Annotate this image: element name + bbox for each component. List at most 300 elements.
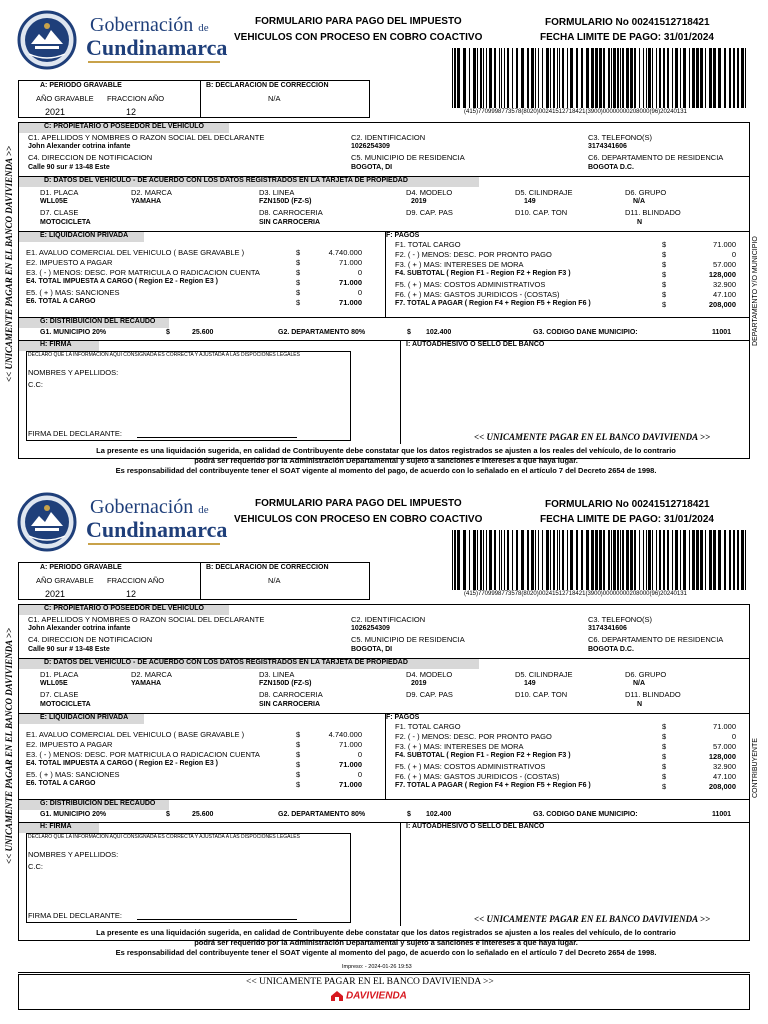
barcode-bar [611,530,612,590]
barcode-bar [656,48,657,108]
barcode-bar [538,48,539,108]
owner-phone: 3174341606 [588,625,627,632]
barcode-bar [680,48,681,108]
barcode-bar [504,48,505,108]
barcode-bar [729,48,731,108]
barcode-bar [643,530,644,590]
owner-address-label: C4. DIRECCION DE NOTIFICACION [28,153,153,162]
brand-value: YAMAHA [131,680,162,687]
barcode-bar [646,48,647,108]
barcode-bar [646,530,647,590]
fraction-label: FRACCION AÑO [107,576,165,585]
cundinamarca-seal-icon [17,492,77,552]
barcode-bar [622,48,624,108]
barcode-bar [608,48,610,108]
owner-municipality-label: C5. MUNICIPIO DE RESIDENCIA [351,153,465,162]
owner-department-label: C6. DEPARTAMENTO DE RESIDENCIA [588,153,724,162]
barcode-bar [737,530,739,590]
payments-row-value: 0 [731,732,736,741]
footer-bank-note: << UNICAMENTE PAGAR EN EL BANCO DAVIVIENDA >> [246,977,494,987]
owner-section-title: C: PROPIETARIO O POSEEDOR DEL VEHICULO [44,123,204,130]
barcode-bar [663,530,665,590]
barcode-bar [733,530,735,590]
barcode-bar [652,530,653,590]
logo-gold-rule [88,61,220,63]
payments-row-currency: $ [662,732,667,741]
barcode-bar [512,530,513,590]
barcode-bar [745,530,746,590]
liquidation-row-currency: $ [296,730,301,739]
signature-section-title: H: FIRMA [40,341,72,348]
payments-row-currency: $ [662,782,667,791]
distribution-section-title: G: DISTRIBUICION DEL RECAUDO [40,318,156,325]
liquidation-section-title: E: LIQUIDACION PRIVADA [40,232,129,239]
group-value: N/A [633,198,646,205]
barcode-bar [683,48,686,108]
payments-row-currency: $ [662,752,667,761]
payments-row-label: F6. ( + ) MAS: GASTOS JURIDICOS - (COSTAS) [395,290,560,299]
barcode-bar [692,530,695,590]
owner-address: Calle 90 sur # 13-48 Este [28,164,110,171]
barcode-bar [705,48,706,108]
dane-label: G3. CODIGO DANE MUNICIPIO: [533,811,638,818]
plate-label: D1. PLACA [40,188,79,197]
barcode [450,48,750,108]
liquidation-row-label: E3. ( - ) MENOS: DESC. POR MATRICULA O RADICACION CUENTA [26,750,260,759]
barcode-bar [546,530,549,590]
sign-label: FIRMA DEL DECLARANTE: [28,429,122,438]
payments-row-value: 128,000 [708,270,736,279]
side-department-label: DEPARTAMENTO Y/O MUNICIPIO [752,236,759,346]
barcode-bar [672,530,673,590]
liquidation-row-currency: $ [296,750,301,759]
owner-name-label: C1. APELLIDOS Y NOMBRES O RAZON SOCIAL DEL DECLARANTE [28,133,265,142]
payments-row-value: 71.000 [713,722,736,731]
payments-row-value: 71.000 [713,240,736,249]
payments-row-value: 0 [731,250,736,259]
payments-row-currency: $ [662,270,667,279]
class-label: D7. CLASE [40,208,79,217]
year-value: 2021 [45,107,66,117]
barcode-bar [550,530,551,590]
barcode-bar [586,48,589,108]
liquidation-row-value: 4.740.000 [328,248,362,257]
liquidation-row-value: 0 [357,268,362,277]
barcode-bar [648,530,651,590]
liquidation-row-currency: $ [296,760,301,769]
liquidation-row-value: 71.000 [339,258,362,267]
cc-value: 149 [524,198,536,205]
year-value: 2021 [45,589,66,599]
correction-value: N/A [268,94,281,103]
barcode-bar [570,530,573,590]
municipality-share-currency: $ [166,811,170,818]
legal-note-line2: podrá ser requerido por la Administración Departamental y sujeto a sanciones e intereses a que haya lugar. [194,938,578,947]
correction-section-title: B: DECLARACION DE CORRECCION [206,564,329,571]
barcode-bar [620,530,621,590]
cc-label: D5. CILINDRAJE [515,670,573,679]
ton-label: D10. CAP. TON [515,690,568,699]
barcode-bar [469,48,470,108]
barcode-bar [663,48,665,108]
logo-gobernacion-text [90,14,209,37]
barcode-bar [527,530,529,590]
form-title-line2: VEHICULOS CON PROCESO EN COBRO COACTIVO [234,514,483,525]
barcode-bar [713,530,716,590]
barcode-bar [696,530,699,590]
barcode-bar [611,48,612,108]
barcode-bar [617,48,619,108]
form-number: FORMULARIO No 00241512718421 [545,499,710,510]
bank-pay-note: << UNICAMENTE PAGAR EN EL BANCO DAVIVIENDA >> [474,432,711,442]
payments-row-label: F1. TOTAL CARGO [395,240,461,249]
payments-row-label: F1. TOTAL CARGO [395,722,461,731]
barcode-bar [499,48,500,108]
liquidation-row-currency: $ [296,278,301,287]
barcode-bar [477,530,478,590]
barcode-bar [516,48,518,108]
barcode-bar [639,48,640,108]
liquidation-row-label: E1. AVALUO COMERCIAL DEL VEHICULO ( BASE GRAVABLE ) [26,730,245,739]
logo-line1: Gobernación [90,14,194,36]
liquidation-row-currency: $ [296,268,301,277]
barcode-bar [659,48,661,108]
payments-row-currency: $ [662,260,667,269]
payments-row-label: F6. ( + ) MAS: GASTOS JURIDICOS - (COSTAS) [395,772,560,781]
payments-row-currency: $ [662,290,667,299]
liquidation-row-value: 71.000 [339,760,362,769]
correction-value: N/A [268,576,281,585]
cc-sign-label: C.C: [28,862,43,871]
barcode-text: (415)7709998773578(8020)00241512718421(3900)00000000208000(96)20240131 [464,109,687,115]
armor-value: N [637,701,643,708]
liquidation-row-value: 71.000 [339,298,362,307]
liquidation-row-label: E6. TOTAL A CARGO [26,780,96,787]
payments-row-value: 208,000 [708,782,736,791]
payments-row-value: 57.000 [713,260,736,269]
model-value: 2019 [411,198,427,205]
owner-section-title: C: PROPIETARIO O POSEEDOR DEL VEHICULO [44,605,204,612]
municipality-share-currency: $ [166,329,170,336]
logo-cundinamarca-text: Cundinamarca [86,35,228,60]
barcode-bar [562,530,564,590]
vehicle-section-title: D: DATOS DEL VEHICULO - DE ACUERDO CON LOS DATOS REGISTRADOS EN LA TARJETA DE PROPIEDAD [44,177,408,184]
barcode-bar [680,530,681,590]
payments-row-currency: $ [662,722,667,731]
barcode-bar [473,530,476,590]
owner-phone-label: C3. TELEFONO(S) [588,133,653,142]
payments-row-label: F2. ( - ) MENOS: DESC. POR PRONTO PAGO [395,250,552,259]
barcode-bar [480,530,482,590]
barcode-bar [718,530,721,590]
due-date: FECHA LIMITE DE PAGO: 31/01/2024 [540,514,714,525]
logo-de: de [198,504,209,516]
barcode-bar [553,48,555,108]
barcode-bar [613,48,616,108]
fraction-value: 12 [126,107,137,117]
owner-name: John Alexander cotrina infante [28,143,131,150]
barcode-bar [562,48,564,108]
barcode-bar [557,48,558,108]
barcode-bar [576,530,578,590]
barcode-bar [538,530,539,590]
barcode-bar [489,530,492,590]
year-label: AÑO GRAVABLE [36,94,94,103]
line-value: FZN150D (FZ-S) [259,198,312,205]
barcode-bar [713,48,716,108]
liquidation-row-label: E4. TOTAL IMPUESTA A CARGO ( Region E2 - Region E3 ) [26,278,218,285]
barcode-bar [494,48,496,108]
liquidation-row-label: E5. ( + ) MAS: SANCIONES [26,770,120,779]
pas-label: D9. CAP. PAS [406,690,453,699]
barcode-bar [550,48,551,108]
barcode-bar [667,48,669,108]
cundinamarca-seal-icon [17,10,77,70]
liquidation-row-value: 71.000 [339,740,362,749]
payments-row-currency: $ [662,250,667,259]
barcode-bar [454,530,456,590]
side-bank-note: << UNICAMENTE PAGAR EN EL BANCO DAVIVIENDA >> [4,627,14,864]
barcode-bar [643,48,644,108]
barcode-bar [559,530,560,590]
barcode-bar [483,530,484,590]
municipality-share-value: 25.600 [192,811,214,818]
line-value: FZN150D (FZ-S) [259,680,312,687]
barcode-bar [689,48,690,108]
line-label: D3. LINEA [259,188,295,197]
payments-row-currency: $ [662,762,667,771]
armor-label: D11. BLINDADO [625,690,681,699]
barcode-bar [656,530,657,590]
barcode-bar [675,48,678,108]
period-section-title: A: PERIODO GRAVABLE [40,82,122,89]
armor-value: N [637,219,643,226]
barcode-bar [494,530,496,590]
barcode-bar [595,530,598,590]
barcode-bar [473,48,476,108]
barcode-bar [535,48,536,108]
payments-row-currency: $ [662,772,667,781]
barcode-bar [553,530,555,590]
department-share-label: G2. DEPARTAMENTO 80% [278,329,366,336]
barcode-bar [516,530,518,590]
owner-name-label: C1. APELLIDOS Y NOMBRES O RAZON SOCIAL DEL DECLARANTE [28,615,265,624]
barcode-bar [737,48,739,108]
fraction-label: FRACCION AÑO [107,94,165,103]
barcode-bar [620,48,621,108]
liquidation-row-value: 71.000 [339,278,362,287]
vehicle-section-title: D: DATOS DEL VEHICULO - DE ACUERDO CON LOS DATOS REGISTRADOS EN LA TARJETA DE PROPIEDAD [44,659,408,666]
barcode-bar [457,530,460,590]
armor-label: D11. BLINDADO [625,208,681,217]
barcode-bar [659,530,661,590]
plate-label: D1. PLACA [40,670,79,679]
barcode-bar [591,48,594,108]
barcode-bar [521,48,524,108]
payments-row-value: 47.100 [713,772,736,781]
barcode-bar [501,530,502,590]
liquidation-row-value: 0 [357,770,362,779]
payments-row-label: F5. ( + ) MAS: COSTOS ADMINISTRATIVOS [395,762,546,771]
barcode-bar [457,48,460,108]
barcode-bar [709,530,712,590]
barcode-bar [483,48,484,108]
plate-value: WLL05E [40,198,68,205]
owner-address: Calle 90 sur # 13-48 Este [28,646,110,653]
barcode-bar [454,48,456,108]
logo-gobernacion-text [90,496,209,519]
barcode-bar [567,530,568,590]
liquidation-row-value: 0 [357,288,362,297]
liquidation-row-label: E2. IMPUESTO A PAGAR [26,740,113,749]
model-label: D4. MODELO [406,188,453,197]
barcode-bar [576,48,578,108]
line-label: D3. LINEA [259,670,295,679]
owner-address-label: C4. DIRECCION DE NOTIFICACION [28,635,153,644]
period-section-title: A: PERIODO GRAVABLE [40,564,122,571]
barcode-bar [626,530,629,590]
payments-row-currency: $ [662,280,667,289]
logo-de: de [198,22,209,34]
barcode-bar [452,48,453,108]
davivienda-house-icon [330,990,344,1002]
payments-row-label: F5. ( + ) MAS: COSTOS ADMINISTRATIVOS [395,280,546,289]
logo-cundinamarca-text: Cundinamarca [86,517,228,542]
stamp-section-title: I: AUTOADHESIVO O SELLO DEL BANCO [406,823,545,830]
legal-note [30,446,742,476]
payments-row-label: F7. TOTAL A PAGAR ( Region F4 + Region F5 + Region F6 ) [395,300,591,307]
barcode-bar [630,530,633,590]
liquidation-row-label: E6. TOTAL A CARGO [26,298,96,305]
davivienda-logo [330,990,407,1002]
owner-name: John Alexander cotrina infante [28,625,131,632]
class-value: MOTOCICLETA [40,701,91,708]
barcode-bar [527,48,529,108]
barcode-bar [652,48,653,108]
barcode-bar [692,48,695,108]
barcode-bar [705,530,706,590]
barcode-bar [608,530,610,590]
barcode-bar [521,530,524,590]
due-date: FECHA LIMITE DE PAGO: 31/01/2024 [540,32,714,43]
printed-stamp: Impreso: - 2024-01-26 19:53 [342,964,412,970]
group-label: D6. GRUPO [625,188,667,197]
barcode-bar [559,48,560,108]
liquidation-row-currency: $ [296,770,301,779]
declaration-text: DECLARO QUE LA INFORMACION AQUI CONSIGNADA ES CORRECTA Y AJUSTADA A LAS DISPOCIONES LEGALES [28,352,300,358]
dane-value: 11001 [712,811,732,818]
barcode-bar [599,48,602,108]
barcode-bar [718,48,721,108]
barcode-bar [689,530,690,590]
stamp-section-title: I: AUTOADHESIVO O SELLO DEL BANCO [406,341,545,348]
liquidation-row-value: 4.740.000 [328,730,362,739]
barcode-bar [603,530,605,590]
logo-gold-rule [88,543,220,545]
barcode-bar [630,48,633,108]
barcode-bar [546,48,549,108]
body-label: D8. CARROCERIA [259,690,323,699]
owner-department: BOGOTA D.C. [588,164,634,171]
barcode-bar [499,530,500,590]
barcode-bar [724,530,726,590]
barcode-bar [512,48,513,108]
department-share-value: 102.400 [426,811,452,818]
body-label: D8. CARROCERIA [259,208,323,217]
bank-pay-note: << UNICAMENTE PAGAR EN EL BANCO DAVIVIENDA >> [474,914,711,924]
payments-row-label: F7. TOTAL A PAGAR ( Region F4 + Region F5 + Region F6 ) [395,782,591,789]
barcode-bar [700,530,703,590]
barcode-bar [667,530,669,590]
year-label: AÑO GRAVABLE [36,576,94,585]
barcode-bar [486,48,487,108]
liquidation-row-currency: $ [296,740,301,749]
department-share-value: 102.400 [426,329,452,336]
payments-row-label: F4. SUBTOTAL ( Region F1 - Region F2 + Region F3 ) [395,270,571,277]
form-copy-department [0,0,768,482]
liquidation-row-label: E5. ( + ) MAS: SANCIONES [26,288,120,297]
body-value: SIN CARROCERIA [259,701,321,708]
cc-sign-label: C.C: [28,380,43,389]
payments-section-title: F: PAGOS [386,714,420,721]
form-title-line1: FORMULARIO PARA PAGO DEL IMPUESTO [255,16,462,27]
group-value: N/A [633,680,646,687]
class-label: D7. CLASE [40,690,79,699]
barcode-bar [729,530,731,590]
liquidation-row-label: E2. IMPUESTO A PAGAR [26,258,113,267]
barcode-bar [741,530,744,590]
form-copy-contributor [0,482,768,964]
fraction-value: 12 [126,589,137,599]
side-contributor-label: CONTRIBUYENTE [752,738,759,798]
barcode-bar [683,530,686,590]
barcode-bar [531,48,534,108]
legal-note-line3: Es responsabilidad del contribuyente tener el SOAT vigente al momento del pago, de acuerdo con lo señalado en el artículo 7 del Decreto 2654 de 1998. [115,466,657,475]
payments-row-label: F3. ( + ) MAS: INTERESES DE MORA [395,260,524,269]
payments-row-label: F2. ( - ) MENOS: DESC. POR PRONTO PAGO [395,732,552,741]
barcode-bar [675,530,678,590]
payments-row-currency: $ [662,300,667,309]
liquidation-row-currency: $ [296,298,301,307]
dane-label: G3. CODIGO DANE MUNICIPIO: [533,329,638,336]
legal-note-line2: podrá ser requerido por la Administración Departamental y sujeto a sanciones e intereses a que haya lugar. [194,456,578,465]
liquidation-row-label: E1. AVALUO COMERCIAL DEL VEHICULO ( BASE GRAVABLE ) [26,248,245,257]
barcode-bar [469,530,470,590]
side-bank-note: << UNICAMENTE PAGAR EN EL BANCO DAVIVIENDA >> [4,145,14,382]
davivienda-logo-text: DAVIVIENDA [345,990,407,1002]
owner-municipality: BOGOTA, DI [351,646,393,653]
distribution-section-title: G: DISTRIBUICION DEL RECAUDO [40,800,156,807]
model-value: 2019 [411,680,427,687]
group-label: D6. GRUPO [625,670,667,679]
brand-value: YAMAHA [131,198,162,205]
owner-phone-label: C3. TELEFONO(S) [588,615,653,624]
owner-municipality: BOGOTA, DI [351,164,393,171]
owner-id: 1026254309 [351,143,390,150]
payments-row-value: 47.100 [713,290,736,299]
department-share-currency: $ [407,329,411,336]
barcode-bar [672,48,673,108]
barcode-bar [463,48,466,108]
brand-label: D2. MARCA [131,188,172,197]
logo-line1: Gobernación [90,496,194,518]
signature-section-title: H: FIRMA [40,823,72,830]
liquidation-row-value: 0 [357,750,362,759]
barcode-bar [634,530,636,590]
owner-department-label: C6. DEPARTAMENTO DE RESIDENCIA [588,635,724,644]
barcode-bar [586,530,589,590]
barcode-bar [696,48,699,108]
